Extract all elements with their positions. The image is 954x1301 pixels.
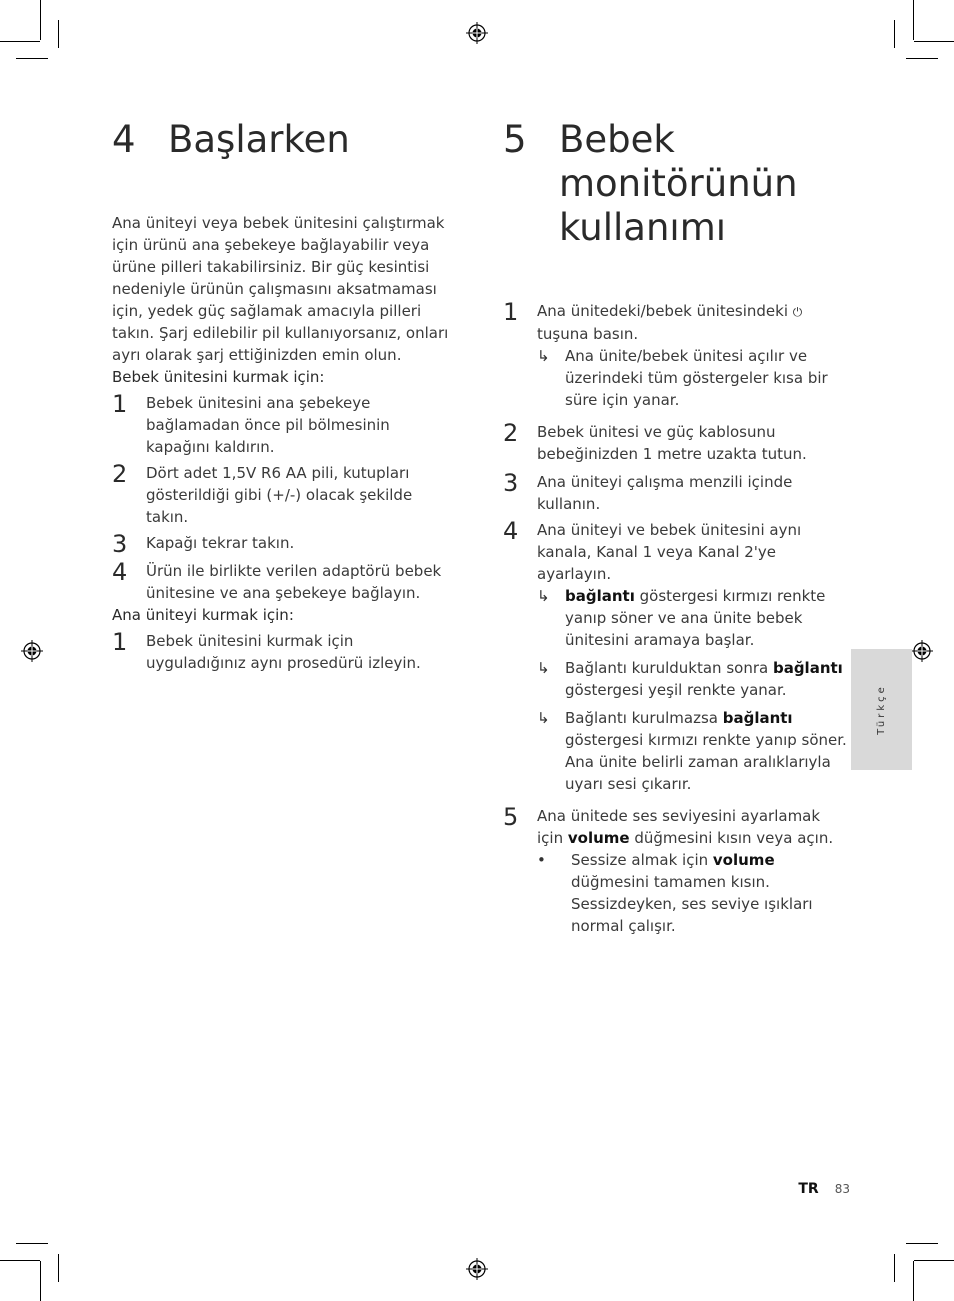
step-item — [112, 560, 452, 604]
crop-mark — [913, 0, 914, 40]
section-number: 4 — [112, 118, 136, 161]
subheading: Ana üniteyi kurmak için: — [112, 606, 294, 624]
crop-mark — [0, 1260, 40, 1261]
step-list — [112, 630, 452, 674]
subheading: Bebek ünitesini kurmak için: — [112, 368, 325, 386]
step-text: Bebek ünitesini ana şebekeye bağlamadan önce pil bölmesinin kapağını kaldırın. — [146, 394, 390, 456]
step-number: 1 — [112, 628, 128, 656]
page-footer — [760, 1181, 850, 1197]
arrow-icon: ↳ — [537, 347, 550, 365]
crop-mark — [894, 1254, 895, 1282]
registration-mark-icon — [911, 640, 933, 662]
step-text: Bebek ünitesini kurmak için uyguladığınız aynı prosedürü izleyin. — [146, 632, 421, 672]
language-tab — [851, 649, 912, 770]
step-text: Dört adet 1,5V R6 AA pili, kutupları gösterildiği gibi (+/-) olacak şekilde takın. — [146, 464, 413, 526]
intro-paragraph: Ana üniteyi veya bebek ünitesini çalıştırmak için ürünü ana şebekeye bağlayabilir veya ürüne pilleri takabilirsiniz. Bir güç kesintisi nedeniyle ürünün çalışmasını aksatmaması için, yedek güç sağlamak amacıyla pilleri takın. Şarj edilebilir pil kullanıyorsanız, onları ayrı olarak şarj ettiğinizden emin olun. — [112, 214, 449, 364]
crop-mark — [16, 1243, 48, 1244]
step-item: 2 Bebek ünitesi ve güç kablosunu bebeğinizden 1 metre uzakta tutun. — [503, 419, 807, 463]
registration-mark-icon — [466, 1258, 488, 1280]
section-title: Başlarken — [168, 118, 350, 161]
arrow-icon: ↳ — [537, 659, 550, 677]
step-number: 2 — [112, 460, 128, 488]
step-item — [112, 630, 452, 674]
section-heading — [503, 118, 848, 250]
step-item: 5 Ana ünitede ses seviyesini ayarlamak için volume düğmesini kısın veya açın. — [503, 803, 834, 847]
section-heading — [112, 118, 452, 162]
step-list — [112, 392, 452, 604]
step-number: 1 — [112, 390, 128, 418]
footer-language: TR — [798, 1181, 819, 1197]
result-item: ↳ Bağlantı kurulduktan sonra bağlantı göstergesi yeşil renkte yanar. — [537, 659, 843, 699]
registration-mark-icon — [466, 22, 488, 44]
section-number: 5 — [503, 118, 527, 161]
language-tab-label: Türkçe — [876, 684, 887, 735]
page-number: 83 — [834, 1182, 850, 1196]
left-column — [112, 118, 452, 674]
bullet-icon: • — [537, 851, 546, 869]
crop-mark — [40, 0, 41, 40]
registration-mark-icon — [21, 640, 43, 662]
crop-mark — [40, 1261, 41, 1301]
power-icon: ⏻ — [792, 305, 803, 319]
right-column — [503, 118, 848, 937]
crop-mark — [906, 1243, 938, 1244]
crop-mark — [906, 58, 938, 59]
section-title: Bebek monitörünün kullanımı — [559, 118, 798, 249]
result-item: ↳ Ana ünite/bebek ünitesi açılır ve üzerindeki tüm göstergeler kısa bir süre için yanar. — [537, 347, 828, 409]
step-item — [112, 392, 452, 458]
crop-mark — [58, 20, 59, 48]
crop-mark — [914, 41, 954, 42]
arrow-icon: ↳ — [537, 587, 550, 605]
crop-mark — [16, 58, 48, 59]
result-item: ↳ Bağlantı kurulmazsa bağlantı göstergesi kırmızı renkte yanıp söner. Ana ünite belirli zaman aralıklarıyla uyarı sesi çıkarır. — [537, 709, 847, 793]
step-number: 4 — [112, 558, 128, 586]
crop-mark — [58, 1254, 59, 1282]
step-text: Ürün ile birlikte verilen adaptörü bebek ünitesine ve ana şebekeye bağlayın. — [146, 562, 442, 602]
bullet-item: • Sessize almak için volume düğmesini tamamen kısın. Sessizdeyken, ses seviye ışıkları normal çalışır. — [537, 851, 813, 935]
result-item: ↳ bağlantı göstergesi kırmızı renkte yanıp söner ve ana ünite bebek ünitesini aramaya başlar. — [537, 587, 826, 649]
crop-mark — [894, 20, 895, 48]
arrow-icon: ↳ — [537, 709, 550, 727]
crop-mark — [913, 1261, 914, 1301]
crop-mark — [0, 41, 40, 42]
step-text: Kapağı tekrar takın. — [146, 534, 295, 552]
step-item: 4 Ana üniteyi ve bebek ünitesini aynı kanala, Kanal 1 veya Kanal 2'ye ayarlayın. — [503, 517, 802, 583]
step-item — [112, 462, 452, 528]
crop-mark — [914, 1260, 954, 1261]
step-item — [112, 532, 452, 556]
step-item: 3 Ana üniteyi çalışma menzili içinde kullanın. — [503, 469, 793, 513]
step-number: 3 — [112, 530, 128, 558]
step-item: 1 Ana ünitedeki/bebek ünitesindeki ⏻ tuşuna basın. — [503, 298, 803, 343]
